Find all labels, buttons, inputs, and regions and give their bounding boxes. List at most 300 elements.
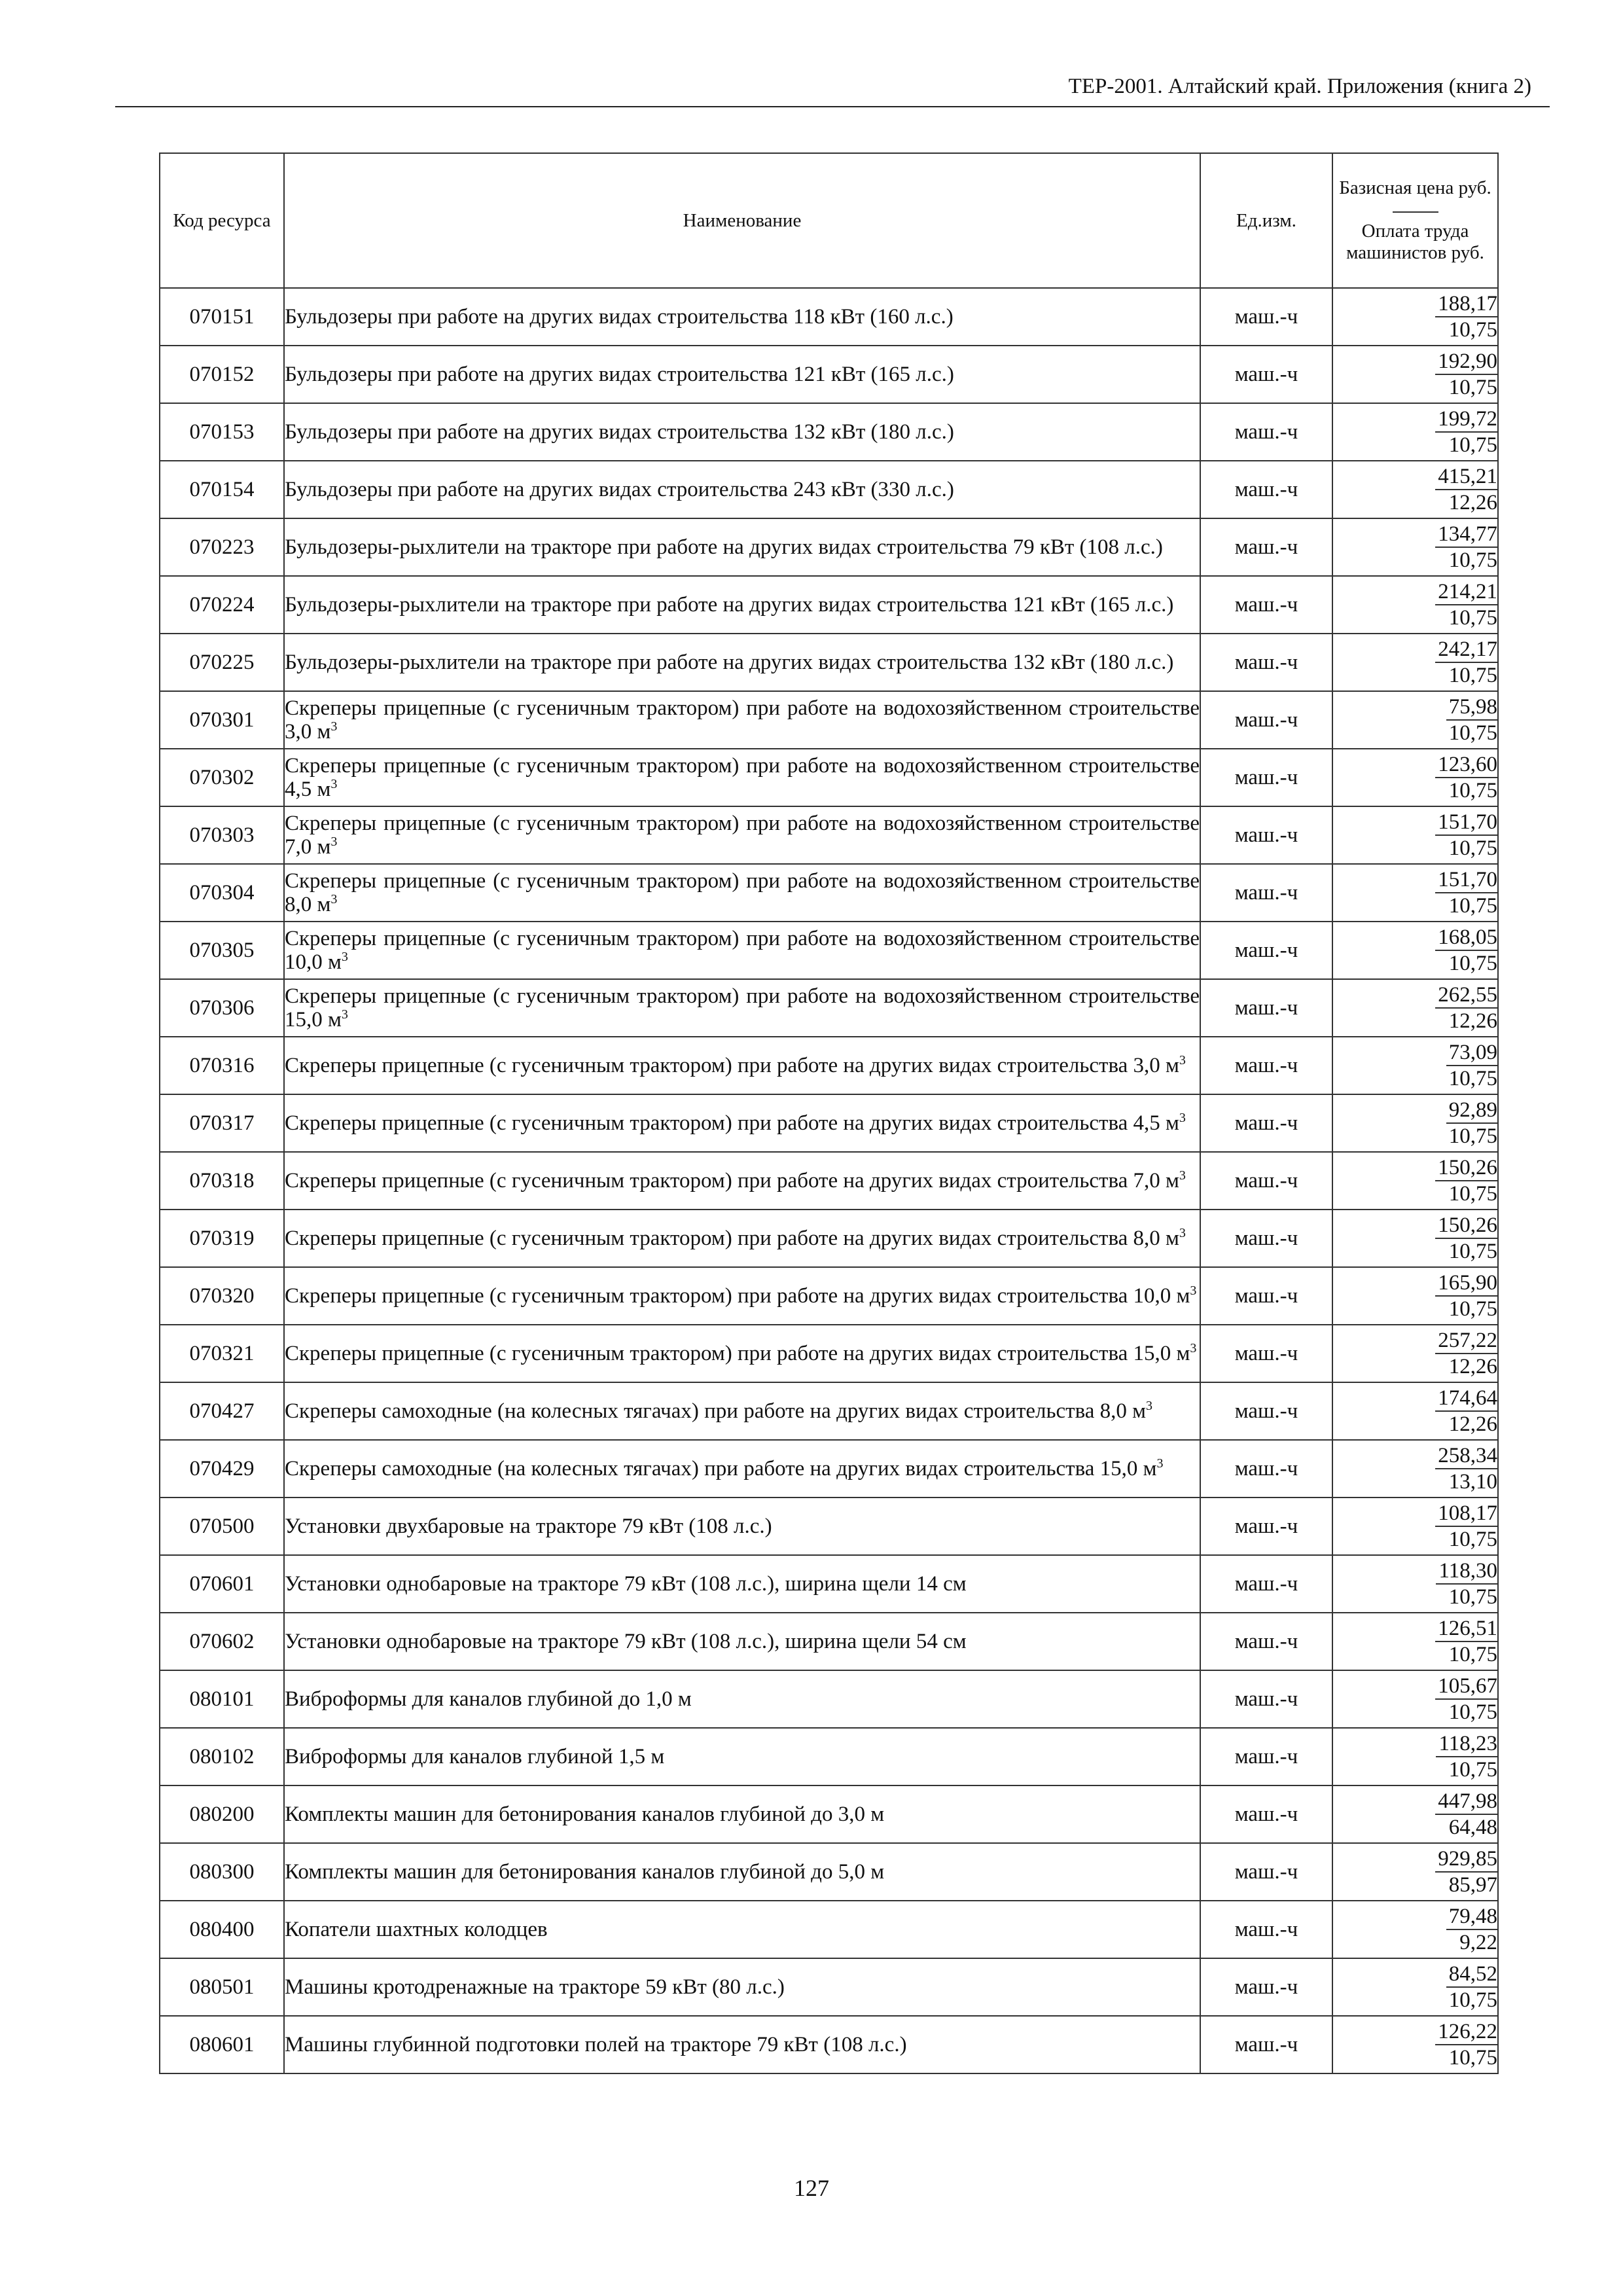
table-row — [160, 1670, 1498, 1728]
table-row — [160, 1267, 1498, 1325]
price-cell — [1332, 1958, 1498, 2016]
resource-code: 070304 — [160, 864, 284, 922]
table-row — [160, 1152, 1498, 1210]
base-price: 134,77 — [1435, 522, 1497, 548]
resource-name — [284, 1613, 1200, 1670]
operator-wage: 13,10 — [1448, 1470, 1497, 1494]
resource-code: 080102 — [160, 1728, 284, 1785]
resource-code: 070319 — [160, 1210, 284, 1267]
resource-code: 070500 — [160, 1498, 284, 1555]
resource-unit: маш.-ч — [1200, 691, 1332, 749]
price-fraction — [1436, 1731, 1497, 1782]
table-row — [160, 1843, 1498, 1901]
resource-unit: маш.-ч — [1200, 922, 1332, 979]
unit-exponent: 3 — [330, 777, 338, 791]
column-header-price-top: Базисная цена руб. — [1339, 177, 1491, 198]
unit-exponent: 3 — [341, 1007, 348, 1022]
unit-exponent: 3 — [1179, 1053, 1186, 1067]
base-price: 199,72 — [1435, 406, 1497, 433]
table-row — [160, 691, 1498, 749]
base-price: 118,30 — [1436, 1558, 1497, 1585]
operator-wage: 10,75 — [1448, 779, 1497, 802]
price-cell — [1332, 1210, 1498, 1267]
base-price: 165,90 — [1435, 1270, 1497, 1297]
running-header — [115, 73, 1550, 107]
resource-code: 080300 — [160, 1843, 284, 1901]
operator-wage: 85,97 — [1448, 1873, 1497, 1897]
column-header-price-bottom: Оплата труда машинистов руб. — [1346, 221, 1484, 263]
resource-code: 070601 — [160, 1555, 284, 1613]
price-cell — [1332, 403, 1498, 461]
resource-unit: маш.-ч — [1200, 1325, 1332, 1382]
resource-code: 070154 — [160, 461, 284, 518]
resource-name — [284, 979, 1200, 1037]
operator-wage: 10,75 — [1448, 1643, 1497, 1666]
unit-exponent: 3 — [341, 950, 348, 964]
resource-code: 080400 — [160, 1901, 284, 1958]
table-row — [160, 806, 1498, 864]
operator-wage: 10,75 — [1448, 1528, 1497, 1551]
operator-wage: 10,75 — [1448, 1585, 1497, 1609]
resource-name-text: Установки двухбаровые на тракторе 79 кВт (108 л.с.) — [285, 1515, 772, 1538]
resource-code: 070306 — [160, 979, 284, 1037]
operator-wage: 10,75 — [1448, 376, 1497, 399]
operator-wage: 10,75 — [1448, 952, 1497, 975]
resource-name — [284, 288, 1200, 346]
price-cell — [1332, 922, 1498, 979]
resource-unit: маш.-ч — [1200, 749, 1332, 806]
resource-name-text: Установки однобаровые на тракторе 79 кВт (108 л.с.), ширина щели 54 см — [285, 1630, 967, 1653]
table-row — [160, 749, 1498, 806]
resource-code: 070151 — [160, 288, 284, 346]
resource-name-text: Бульдозеры при работе на других видах строительства 118 кВт (160 л.с.) — [285, 305, 954, 329]
resource-name-text: Бульдозеры-рыхлители на тракторе при работе на других видах строительства 121 кВт (165 л.с.) — [285, 593, 1174, 617]
base-price: 174,64 — [1435, 1386, 1497, 1412]
resource-name — [284, 403, 1200, 461]
resource-table — [159, 152, 1499, 2074]
table-row — [160, 864, 1498, 922]
price-fraction — [1435, 1270, 1497, 1321]
price-cell — [1332, 691, 1498, 749]
operator-wage: 10,75 — [1448, 1988, 1497, 2012]
table-row — [160, 1325, 1498, 1382]
resource-code: 070602 — [160, 1613, 284, 1670]
resource-name-text: Виброформы для каналов глубиной до 1,0 м — [285, 1687, 692, 1711]
price-cell — [1332, 1037, 1498, 1094]
resource-name-text: Бульдозеры при работе на других видах строительства 121 кВт (165 л.с.) — [285, 363, 954, 386]
page-number: 127 — [794, 2175, 829, 2201]
price-fraction — [1435, 752, 1497, 803]
resource-unit: маш.-ч — [1200, 1382, 1332, 1440]
resource-unit: маш.-ч — [1200, 1152, 1332, 1210]
resource-name — [284, 864, 1200, 922]
resource-unit: маш.-ч — [1200, 346, 1332, 403]
resource-name — [284, 1555, 1200, 1613]
resource-name-text: Скреперы прицепные (с гусеничным трактором) при работе на водохозяйственном строительстве 8,0 м — [285, 869, 1200, 916]
resource-name-text: Установки однобаровые на тракторе 79 кВт (108 л.с.), ширина щели 14 см — [285, 1572, 967, 1596]
price-cell — [1332, 634, 1498, 691]
resource-name — [284, 346, 1200, 403]
table-row — [160, 1440, 1498, 1498]
base-price: 168,05 — [1435, 925, 1497, 951]
price-fraction — [1435, 867, 1497, 918]
resource-code: 070321 — [160, 1325, 284, 1382]
operator-wage: 10,75 — [1448, 2046, 1497, 2070]
column-header-unit: Ед.изм. — [1200, 153, 1332, 288]
resource-unit: маш.-ч — [1200, 1843, 1332, 1901]
resource-code: 070224 — [160, 576, 284, 634]
resource-name — [284, 806, 1200, 864]
unit-exponent: 3 — [1179, 1226, 1186, 1240]
price-fraction — [1435, 810, 1497, 861]
table-row — [160, 922, 1498, 979]
base-price: 262,55 — [1435, 982, 1497, 1009]
resource-name — [284, 1382, 1200, 1440]
operator-wage: 10,75 — [1448, 1758, 1497, 1782]
operator-wage: 12,26 — [1448, 1009, 1497, 1033]
price-cell — [1332, 1152, 1498, 1210]
resource-unit: маш.-ч — [1200, 1210, 1332, 1267]
operator-wage: 10,75 — [1448, 1182, 1497, 1206]
base-price: 79,48 — [1446, 1904, 1497, 1930]
resource-unit: маш.-ч — [1200, 1037, 1332, 1094]
resource-name — [284, 749, 1200, 806]
resource-name-text: Скреперы самоходные (на колесных тягачах) при работе на других видах строительства 15,0 м — [285, 1457, 1157, 1480]
table-row — [160, 403, 1498, 461]
base-price: 242,17 — [1435, 637, 1497, 663]
base-price: 126,22 — [1435, 2019, 1497, 2045]
base-price: 123,60 — [1435, 752, 1497, 778]
resource-code: 080601 — [160, 2016, 284, 2073]
column-header-price — [1332, 153, 1498, 288]
resource-code: 070427 — [160, 1382, 284, 1440]
resource-unit: маш.-ч — [1200, 1498, 1332, 1555]
price-fraction — [1435, 1213, 1497, 1264]
resource-name-text: Бульдозеры-рыхлители на тракторе при работе на других видах строительства 132 кВт (180 л.с.) — [285, 651, 1174, 674]
operator-wage: 10,75 — [1448, 1700, 1497, 1724]
table-row — [160, 2016, 1498, 2073]
resource-unit: маш.-ч — [1200, 1555, 1332, 1613]
price-cell — [1332, 1728, 1498, 1785]
base-price: 118,23 — [1436, 1731, 1497, 1757]
price-fraction — [1435, 1443, 1497, 1494]
table-row — [160, 1613, 1498, 1670]
resource-name-text: Копатели шахтных колодцев — [285, 1918, 548, 1941]
unit-exponent: 3 — [330, 719, 338, 734]
unit-exponent: 3 — [1190, 1283, 1197, 1298]
table-row — [160, 634, 1498, 691]
price-fraction — [1446, 1040, 1497, 1091]
resource-name — [284, 2016, 1200, 2073]
column-header-separator — [1393, 211, 1438, 213]
resource-name — [284, 1901, 1200, 1958]
price-fraction — [1446, 694, 1497, 745]
price-cell — [1332, 749, 1498, 806]
resource-unit: маш.-ч — [1200, 288, 1332, 346]
resource-name-text: Машины кротодренажные на тракторе 59 кВт (80 л.с.) — [285, 1975, 785, 1999]
unit-exponent: 3 — [330, 892, 338, 906]
price-fraction — [1435, 1501, 1497, 1552]
resource-name-text: Скреперы прицепные (с гусеничным трактором) при работе на других видах строительства 8,0 м — [285, 1227, 1179, 1250]
resource-unit: маш.-ч — [1200, 806, 1332, 864]
resource-code: 080501 — [160, 1958, 284, 2016]
resource-name-text: Бульдозеры при работе на других видах строительства 243 кВт (330 л.с.) — [285, 478, 954, 501]
base-price: 108,17 — [1435, 1501, 1497, 1527]
base-price: 258,34 — [1435, 1443, 1497, 1469]
resource-name-text: Машины глубинной подготовки полей на тракторе 79 кВт (108 л.с.) — [285, 2033, 907, 2056]
price-fraction — [1435, 1674, 1497, 1725]
price-fraction — [1435, 1386, 1497, 1437]
base-price: 75,98 — [1446, 694, 1497, 721]
header-row — [160, 153, 1498, 288]
resource-code: 070429 — [160, 1440, 284, 1498]
resource-name — [284, 461, 1200, 518]
resource-name-text: Скреперы прицепные (с гусеничным трактором) при работе на других видах строительства 10,0 м — [285, 1284, 1190, 1308]
table-row — [160, 1210, 1498, 1267]
table-row — [160, 288, 1498, 346]
resource-name — [284, 1094, 1200, 1152]
operator-wage: 10,75 — [1448, 1067, 1497, 1090]
table-row — [160, 1728, 1498, 1785]
base-price: 150,26 — [1435, 1155, 1497, 1181]
operator-wage: 10,75 — [1448, 894, 1497, 918]
base-price: 150,26 — [1435, 1213, 1497, 1239]
resource-code: 070225 — [160, 634, 284, 691]
operator-wage: 10,75 — [1448, 721, 1497, 745]
resource-unit: маш.-ч — [1200, 461, 1332, 518]
price-cell — [1332, 288, 1498, 346]
resource-name — [284, 922, 1200, 979]
price-cell — [1332, 1843, 1498, 1901]
base-price: 73,09 — [1446, 1040, 1497, 1066]
resource-unit: маш.-ч — [1200, 403, 1332, 461]
price-fraction — [1435, 522, 1497, 573]
resource-unit: маш.-ч — [1200, 518, 1332, 576]
resource-code: 070302 — [160, 749, 284, 806]
resource-unit: маш.-ч — [1200, 1901, 1332, 1958]
resource-name — [284, 1325, 1200, 1382]
price-fraction — [1435, 291, 1497, 342]
resource-name-text: Скреперы прицепные (с гусеничным трактором) при работе на водохозяйственном строительстве 3,0 м — [285, 696, 1200, 744]
header-title: ТЕР-2001. Алтайский край. Приложения (книга 2) — [1068, 75, 1531, 98]
resource-name-text: Скреперы прицепные (с гусеничным трактором) при работе на водохозяйственном строительстве 15,0 м — [285, 984, 1200, 1031]
resource-unit: маш.-ч — [1200, 1958, 1332, 2016]
resource-name — [284, 1498, 1200, 1555]
resource-name — [284, 634, 1200, 691]
price-fraction — [1435, 1616, 1497, 1667]
table-row — [160, 346, 1498, 403]
price-fraction — [1446, 1962, 1497, 2013]
price-cell — [1332, 1901, 1498, 1958]
price-cell — [1332, 1785, 1498, 1843]
column-header-code: Код ресурса — [160, 153, 284, 288]
resource-unit: маш.-ч — [1200, 634, 1332, 691]
base-price: 84,52 — [1446, 1962, 1497, 1988]
resource-unit: маш.-ч — [1200, 1094, 1332, 1152]
price-cell — [1332, 1670, 1498, 1728]
price-cell — [1332, 461, 1498, 518]
operator-wage: 10,75 — [1448, 606, 1497, 630]
base-price: 151,70 — [1435, 867, 1497, 893]
price-fraction — [1435, 1789, 1497, 1840]
resource-unit: маш.-ч — [1200, 1613, 1332, 1670]
operator-wage: 9,22 — [1459, 1931, 1497, 1954]
column-header-name: Наименование — [284, 153, 1200, 288]
table-body — [160, 288, 1498, 2073]
resource-code: 070320 — [160, 1267, 284, 1325]
resource-code: 070318 — [160, 1152, 284, 1210]
resource-name — [284, 1440, 1200, 1498]
resource-name — [284, 691, 1200, 749]
price-cell — [1332, 979, 1498, 1037]
operator-wage: 10,75 — [1448, 1297, 1497, 1321]
resource-code: 080200 — [160, 1785, 284, 1843]
table-row — [160, 576, 1498, 634]
price-cell — [1332, 1498, 1498, 1555]
price-cell — [1332, 1267, 1498, 1325]
price-fraction — [1435, 637, 1497, 688]
price-cell — [1332, 346, 1498, 403]
table-row — [160, 1555, 1498, 1613]
price-fraction — [1435, 406, 1497, 457]
resource-name-text: Скреперы прицепные (с гусеничным трактором) при работе на водохозяйственном строительстве 4,5 м — [285, 754, 1200, 801]
unit-exponent: 3 — [1156, 1456, 1164, 1471]
resource-unit: маш.-ч — [1200, 1785, 1332, 1843]
price-fraction — [1435, 464, 1497, 515]
resource-name-text: Скреперы прицепные (с гусеничным трактором) при работе на других видах строительства 4,5 м — [285, 1111, 1179, 1135]
unit-exponent: 3 — [1190, 1341, 1197, 1355]
price-fraction — [1435, 1155, 1497, 1206]
table-row — [160, 1382, 1498, 1440]
resource-name-text: Комплекты машин для бетонирования каналов глубиной до 5,0 м — [285, 1860, 885, 1884]
table-header — [160, 153, 1498, 288]
price-cell — [1332, 864, 1498, 922]
resource-unit: маш.-ч — [1200, 1440, 1332, 1498]
table-row — [160, 1785, 1498, 1843]
resource-name-text: Скреперы прицепные (с гусеничным трактором) при работе на других видах строительства 7,0 м — [285, 1169, 1179, 1193]
operator-wage: 12,26 — [1448, 1355, 1497, 1378]
operator-wage: 10,75 — [1448, 433, 1497, 457]
price-fraction — [1435, 1328, 1497, 1379]
operator-wage: 10,75 — [1448, 1124, 1497, 1148]
resource-name — [284, 1958, 1200, 2016]
resource-name — [284, 576, 1200, 634]
price-fraction — [1446, 1098, 1497, 1149]
table-row — [160, 1901, 1498, 1958]
price-cell — [1332, 1094, 1498, 1152]
resource-name — [284, 1037, 1200, 1094]
resource-code: 070317 — [160, 1094, 284, 1152]
resource-code: 070303 — [160, 806, 284, 864]
resource-name — [284, 1267, 1200, 1325]
resource-code: 080101 — [160, 1670, 284, 1728]
price-cell — [1332, 1440, 1498, 1498]
resource-name-text: Бульдозеры-рыхлители на тракторе при работе на других видах строительства 79 кВт (108 л.с.) — [285, 535, 1163, 559]
price-cell — [1332, 576, 1498, 634]
operator-wage: 12,26 — [1448, 491, 1497, 514]
resource-unit: маш.-ч — [1200, 1670, 1332, 1728]
base-price: 126,51 — [1435, 1616, 1497, 1642]
table-row — [160, 1037, 1498, 1094]
resource-unit: маш.-ч — [1200, 864, 1332, 922]
price-cell — [1332, 1382, 1498, 1440]
base-price: 92,89 — [1446, 1098, 1497, 1124]
resource-unit: маш.-ч — [1200, 1267, 1332, 1325]
resource-name-text: Скреперы прицепные (с гусеничным трактором) при работе на других видах строительства 15,0 м — [285, 1342, 1190, 1365]
price-cell — [1332, 806, 1498, 864]
price-fraction — [1446, 1904, 1497, 1955]
price-fraction — [1436, 1558, 1497, 1609]
base-price: 105,67 — [1435, 1674, 1497, 1700]
operator-wage: 10,75 — [1448, 1240, 1497, 1263]
resource-name-text: Скреперы прицепные (с гусеничным трактором) при работе на других видах строительства 3,0 м — [285, 1054, 1179, 1077]
resource-name — [284, 518, 1200, 576]
resource-name-text: Скреперы прицепные (с гусеничным трактором) при работе на водохозяйственном строительстве 7,0 м — [285, 812, 1200, 859]
table-row — [160, 1958, 1498, 2016]
base-price: 151,70 — [1435, 810, 1497, 836]
unit-exponent: 3 — [1179, 1168, 1186, 1183]
unit-exponent: 3 — [330, 834, 338, 849]
operator-wage: 10,75 — [1448, 318, 1497, 342]
resource-name — [284, 1210, 1200, 1267]
resource-code: 070301 — [160, 691, 284, 749]
price-fraction — [1435, 349, 1497, 400]
operator-wage: 10,75 — [1448, 836, 1497, 860]
resource-code: 070223 — [160, 518, 284, 576]
price-cell — [1332, 1613, 1498, 1670]
resource-unit: маш.-ч — [1200, 979, 1332, 1037]
table-row — [160, 461, 1498, 518]
price-fraction — [1435, 579, 1497, 630]
resource-code: 070152 — [160, 346, 284, 403]
price-cell — [1332, 1325, 1498, 1382]
unit-exponent: 3 — [1179, 1111, 1186, 1125]
price-fraction — [1435, 2019, 1497, 2070]
resource-code: 070305 — [160, 922, 284, 979]
resource-name-text: Виброформы для каналов глубиной 1,5 м — [285, 1745, 665, 1768]
base-price: 192,90 — [1435, 349, 1497, 375]
resource-name — [284, 1843, 1200, 1901]
base-price: 257,22 — [1435, 1328, 1497, 1354]
table-row — [160, 1498, 1498, 1555]
price-cell — [1332, 518, 1498, 576]
resource-name-text: Комплекты машин для бетонирования каналов глубиной до 3,0 м — [285, 1803, 885, 1826]
resource-name — [284, 1728, 1200, 1785]
resource-name — [284, 1152, 1200, 1210]
resource-name-text: Скреперы прицепные (с гусеничным трактором) при работе на водохозяйственном строительстве 10,0 м — [285, 927, 1200, 974]
operator-wage: 12,26 — [1448, 1412, 1497, 1436]
resource-code: 070153 — [160, 403, 284, 461]
base-price: 447,98 — [1435, 1789, 1497, 1815]
price-fraction — [1435, 1846, 1497, 1897]
operator-wage: 10,75 — [1448, 664, 1497, 687]
table-row — [160, 518, 1498, 576]
table-row — [160, 979, 1498, 1037]
resource-unit: маш.-ч — [1200, 576, 1332, 634]
resource-name-text: Бульдозеры при работе на других видах строительства 132 кВт (180 л.с.) — [285, 420, 954, 444]
resource-code: 070316 — [160, 1037, 284, 1094]
resource-name — [284, 1670, 1200, 1728]
resource-name — [284, 1785, 1200, 1843]
price-cell — [1332, 2016, 1498, 2073]
base-price: 929,85 — [1435, 1846, 1497, 1873]
price-cell — [1332, 1555, 1498, 1613]
resource-unit: маш.-ч — [1200, 1728, 1332, 1785]
base-price: 214,21 — [1435, 579, 1497, 605]
unit-exponent: 3 — [1146, 1399, 1153, 1413]
operator-wage: 10,75 — [1448, 548, 1497, 572]
operator-wage: 64,48 — [1448, 1816, 1497, 1839]
